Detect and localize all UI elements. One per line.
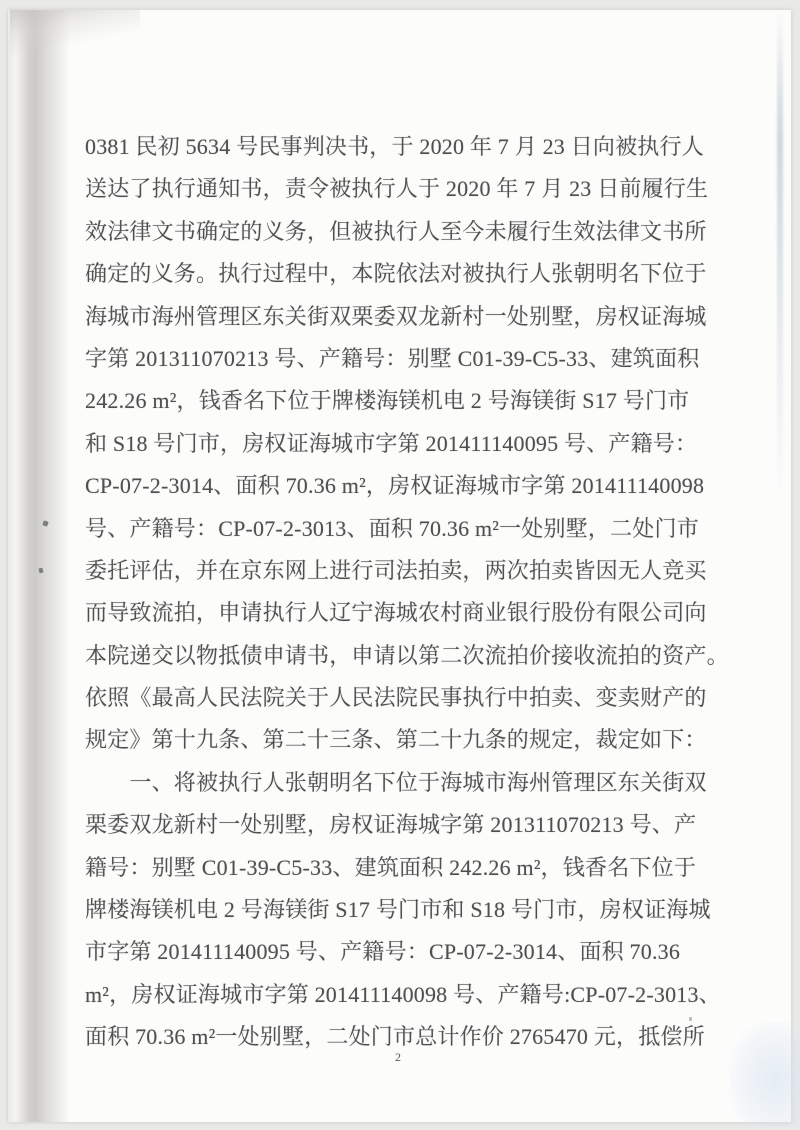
document-line: CP-07-2-3014、面积 70.36 m²，房权证海城市字第 201411140098 xyxy=(85,473,705,499)
document-line: 规定》第十九条、第二十三条、第二十九条的规定，裁定如下： xyxy=(85,727,707,753)
document-line: 海城市海州管理区东关街双栗委双龙新村一处别墅，房权证海城 xyxy=(85,303,707,329)
document-line: m²，房权证海城市字第 201411140098 号、产籍号:CP-07-2-3013、 xyxy=(85,981,721,1007)
page-number: 2 xyxy=(395,1050,401,1064)
document-line: 市字第 201411140095 号、产籍号：CP-07-2-3014、面积 70.36 xyxy=(85,939,681,965)
document-body xyxy=(85,126,733,1059)
document-line: 牌楼海镁机电 2 号海镁街 S17 号门市和 S18 号门市，房权证海城 xyxy=(85,897,711,923)
document-line: 本院递交以物抵债申请书，申请以第二次流拍价接收流拍的资产。 xyxy=(85,642,729,668)
document-line: 送达了执行通知书，责令被执行人于 2020 年 7 月 23 日前履行生 xyxy=(85,176,709,202)
document-line: 面积 70.36 m²一处别墅，二处门市总计作价 2765470 元，抵偿所 xyxy=(85,1024,705,1050)
document-line: 委托评估，并在京东网上进行司法拍卖，两次拍卖皆因无人竞买 xyxy=(85,557,707,583)
document-line: 确定的义务。执行过程中，本院依法对被执行人张朝明名下位于 xyxy=(85,261,707,287)
document-line: 效法律文书确定的义务，但被执行人至今未履行生效法律文书所 xyxy=(85,218,707,244)
document-line: 而导致流拍，申请执行人辽宁海城农村商业银行股份有限公司向 xyxy=(85,600,707,626)
document-line: 242.26 m²，钱香名下位于牌楼海镁机电 2 号海镁街 S17 号门市 xyxy=(85,388,690,414)
document-line: 和 S18 号门市，房权证海城市字第 201411140095 号、产籍号： xyxy=(85,430,698,456)
scan-crease xyxy=(777,10,783,500)
document-line: 依照《最高人民法院关于人民法院民事执行中拍卖、变卖财产的 xyxy=(85,685,707,711)
document-line: 籍号：别墅 C01-39-C5-33、建筑面积 242.26 m²，钱香名下位于 xyxy=(85,854,697,880)
document-page xyxy=(8,10,791,1122)
page-corner-shadow xyxy=(10,10,140,62)
document-line: 一、将被执行人张朝明名下位于海城市海州管理区东关街双 xyxy=(85,769,707,795)
page-left-edge-shadow xyxy=(8,10,70,1122)
document-line: 0381 民初 5634 号民事判决书，于 2020 年 7 月 23 日向被执行人 xyxy=(85,134,704,159)
document-line: 字第 201311070213 号、产籍号：别墅 C01-39-C5-33、建筑面积 xyxy=(85,345,700,371)
document-line: 栗委双龙新村一处别墅，房权证海城字第 201311070213 号、产 xyxy=(85,812,697,838)
document-line: 号、产籍号：CP-07-2-3013、面积 70.36 m²一处别墅，二处门市 xyxy=(85,515,699,541)
scan-blotch xyxy=(730,1022,800,1127)
